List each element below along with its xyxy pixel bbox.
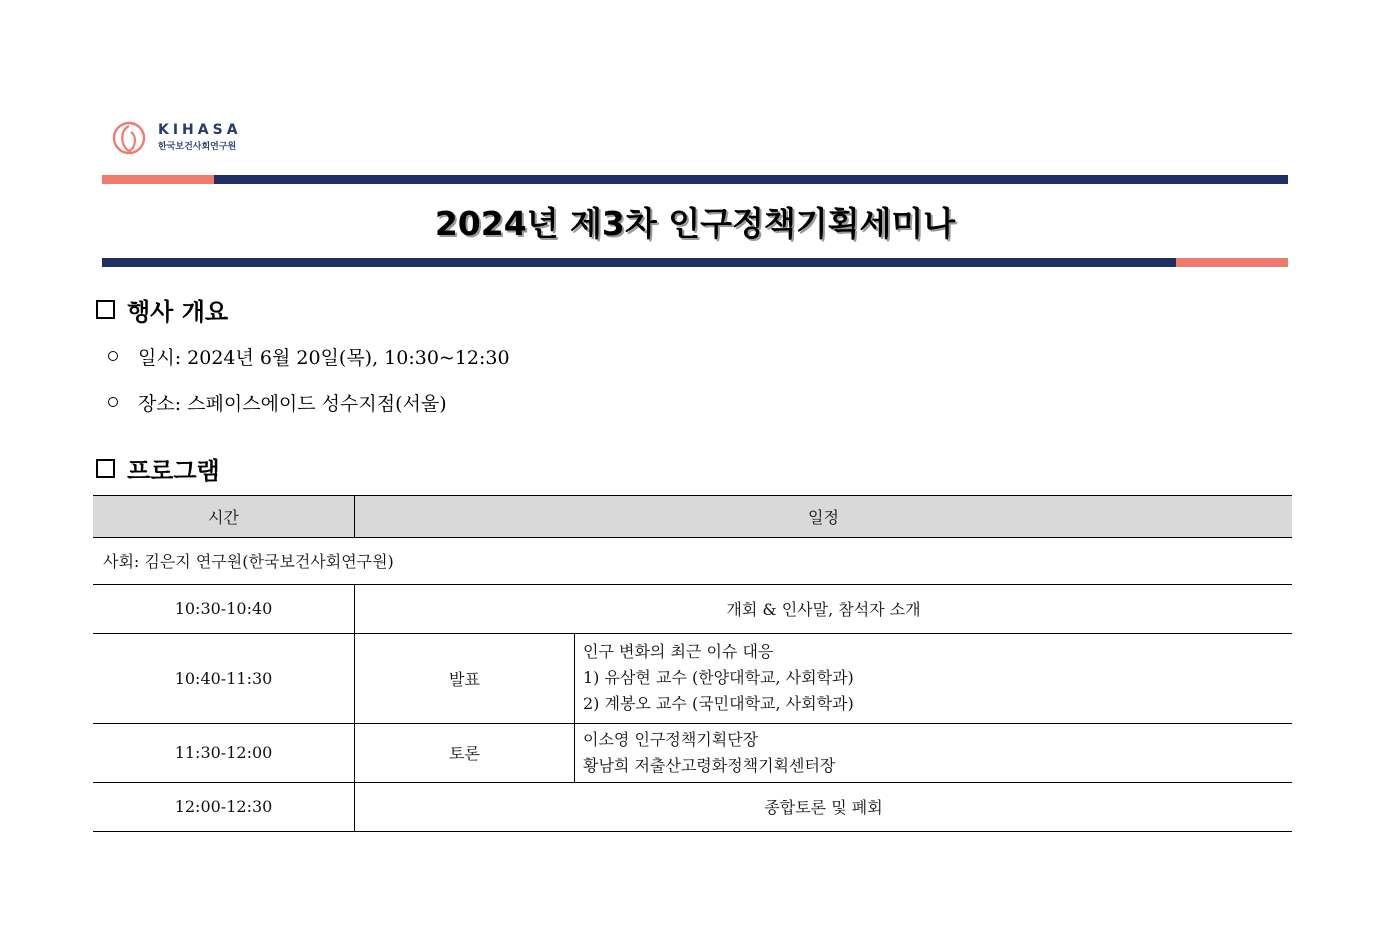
- bottom-accent-bar: [1176, 258, 1288, 267]
- logo-name: KIHASA: [158, 122, 242, 138]
- kihasa-emblem-icon: [110, 118, 154, 162]
- kihasa-logo: [110, 118, 270, 162]
- bullet-circle-icon: [108, 351, 118, 361]
- detail-line: 황남희 저출산고령화정책기획센터장: [583, 755, 836, 775]
- table-row: [93, 723, 1292, 783]
- bullet-circle-icon: [108, 397, 118, 407]
- overview-item-date: [108, 343, 510, 370]
- page-title: 2024년 제3차 인구정책기획세미나: [434, 204, 956, 243]
- overview-item-text: 일시: 2024년 6월 20일(목), 10:30~12:30: [138, 347, 510, 369]
- detail-line: 이소영 인구정책기획단장: [583, 729, 759, 749]
- content-cell: 종합토론 및 폐회: [764, 798, 883, 817]
- table-row: [93, 782, 1292, 832]
- logo-subtitle: 한국보건사회연구원: [158, 142, 237, 152]
- kind-cell: 토론: [355, 723, 575, 782]
- time-cell: 10:30-10:40: [93, 584, 355, 633]
- detail-line: 1) 유삼현 교수 (한양대학교, 사회학과): [583, 668, 854, 687]
- top-accent-bar: [102, 175, 214, 184]
- section-overview-heading: 행사 개요: [127, 298, 229, 326]
- header-time: 시간: [93, 496, 355, 537]
- detail-line: 인구 변화의 최근 이슈 대응: [583, 642, 774, 661]
- time-cell: 11:30-12:00: [93, 723, 355, 782]
- detail-cell: [575, 723, 1292, 782]
- table-row: [93, 633, 1292, 724]
- overview-item-text: 장소: 스페이스에이드 성수지점(서울): [138, 393, 447, 415]
- table-header-row: [93, 495, 1292, 538]
- content-cell: 개회 & 인사말, 참석자 소개: [726, 600, 921, 619]
- bottom-main-bar: [102, 258, 1176, 267]
- section-overview: [96, 292, 228, 327]
- header-schedule: 일정: [808, 508, 839, 527]
- section-program: [96, 451, 220, 486]
- section-program-heading: 프로그램: [127, 457, 220, 485]
- checkbox-square-icon: [96, 300, 115, 319]
- checkbox-square-icon: [96, 459, 115, 478]
- host-row: [93, 536, 1292, 585]
- time-cell: 10:40-11:30: [93, 633, 355, 723]
- top-main-bar: [214, 175, 1288, 184]
- host-text: 사회: 김은지 연구원(한국보건사회연구원): [103, 551, 394, 571]
- detail-cell: [575, 633, 1292, 723]
- table-row: [93, 584, 1292, 634]
- time-cell: 12:00-12:30: [93, 782, 355, 831]
- kind-cell: 발표: [355, 633, 575, 723]
- overview-item-venue: [108, 389, 447, 416]
- detail-line: 2) 계봉오 교수 (국민대학교, 사회학과): [583, 694, 854, 713]
